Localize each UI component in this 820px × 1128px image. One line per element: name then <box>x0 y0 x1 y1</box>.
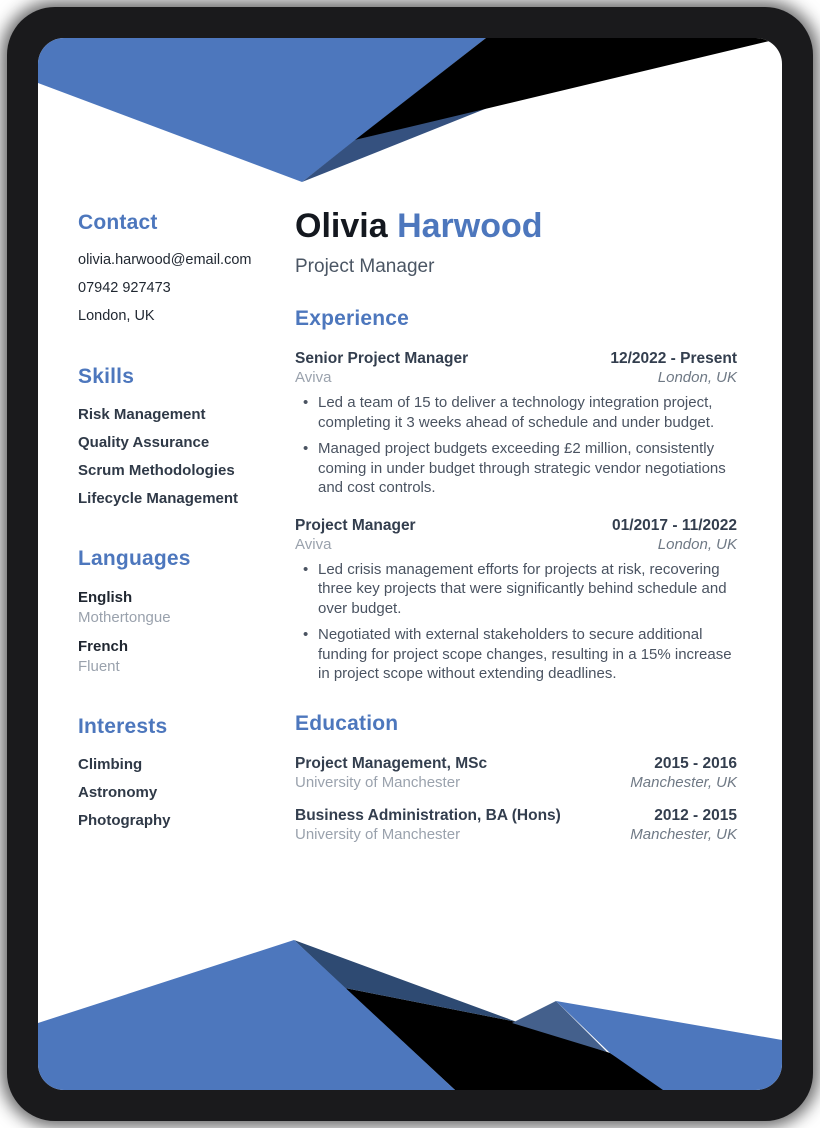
spacer <box>78 686 282 714</box>
language-name: French <box>78 638 129 655</box>
job-company: Aviva <box>295 535 332 553</box>
sidebar <box>78 210 282 840</box>
contact-heading: Contact <box>78 211 158 234</box>
languages-heading: Languages <box>78 547 191 570</box>
interest-item: Astronomy <box>78 784 158 801</box>
language-item <box>78 588 282 628</box>
job-dates: 01/2017 - 11/2022 <box>612 516 737 534</box>
school-location: Manchester, UK <box>630 825 737 843</box>
school-location: Manchester, UK <box>630 773 737 791</box>
candidate-title: Project Manager <box>295 256 435 277</box>
skill-item: Lifecycle Management <box>78 490 239 507</box>
education-entry <box>295 806 737 844</box>
job-title: Project Manager <box>295 516 416 534</box>
last-name: Harwood <box>397 207 543 245</box>
job-location: London, UK <box>657 535 737 553</box>
school-row <box>295 825 737 844</box>
experience-entry <box>295 516 737 684</box>
candidate-name <box>295 206 737 246</box>
job-title-row <box>295 349 737 368</box>
degree-row <box>295 806 737 825</box>
job-company-row <box>295 368 737 387</box>
language-level: Mothertongue <box>78 609 171 626</box>
degree-name: Business Administration, BA (Hons) <box>295 806 561 824</box>
job-company: Aviva <box>295 369 332 386</box>
job-bullet: • Managed project budgets exceeding £2 million, consistently coming in under budget through strategic vendor negotiations and cost controls. <box>295 439 737 498</box>
school-name: University of Manchester <box>295 825 461 843</box>
job-location: London, UK <box>657 369 737 386</box>
experience-entry <box>295 349 737 498</box>
interest-item: Climbing <box>78 756 143 773</box>
main-column <box>295 206 737 858</box>
job-bullet: • Led a team of 15 to deliver a technology integration project, completing it 3 weeks ahead of schedule and under budget. <box>295 393 737 432</box>
job-title: Senior Project Manager <box>295 350 469 367</box>
degree-dates: 2012 - 2015 <box>654 806 737 824</box>
job-company-row <box>295 535 737 554</box>
job-bullet: • Led crisis management efforts for projects at risk, recovering three key projects that were significantly behind schedule and over budget. <box>295 560 737 619</box>
resume-card <box>38 38 782 1090</box>
job-bullets <box>295 560 737 684</box>
job-dates: 12/2022 - Present <box>610 350 737 367</box>
contact-email: olivia.harwood@email.com <box>78 252 252 268</box>
contact-location: London, UK <box>78 308 155 324</box>
degree-row <box>295 754 737 773</box>
header-decoration <box>38 38 782 223</box>
school-row <box>295 773 737 792</box>
language-level: Fluent <box>78 658 120 675</box>
language-name: English <box>78 589 133 606</box>
skill-item: Risk Management <box>78 406 206 423</box>
interest-item: Photography <box>78 812 171 829</box>
job-bullets <box>295 393 737 498</box>
first-name: Olivia <box>295 207 388 245</box>
experience-heading: Experience <box>295 307 410 330</box>
education-entry <box>295 754 737 792</box>
job-title-row <box>295 516 737 535</box>
spacer <box>78 518 282 546</box>
job-bullet: • Negotiated with external stakeholders to secure additional funding for project scope changes, resulting in a 15% increase in project scope without extending deadlines. <box>295 625 737 684</box>
skill-item: Scrum Methodologies <box>78 462 235 479</box>
contact-phone: 07942 927473 <box>78 280 171 296</box>
education-heading: Education <box>295 711 399 735</box>
language-item <box>78 637 282 677</box>
skill-item: Quality Assurance <box>78 434 210 451</box>
degree-dates: 2015 - 2016 <box>654 754 737 772</box>
spacer <box>78 336 282 364</box>
interests-heading: Interests <box>78 715 168 738</box>
degree-name: Project Management, MSc <box>295 754 488 772</box>
school-name: University of Manchester <box>295 773 461 791</box>
footer-decoration <box>38 920 782 1090</box>
skills-heading: Skills <box>78 365 135 388</box>
